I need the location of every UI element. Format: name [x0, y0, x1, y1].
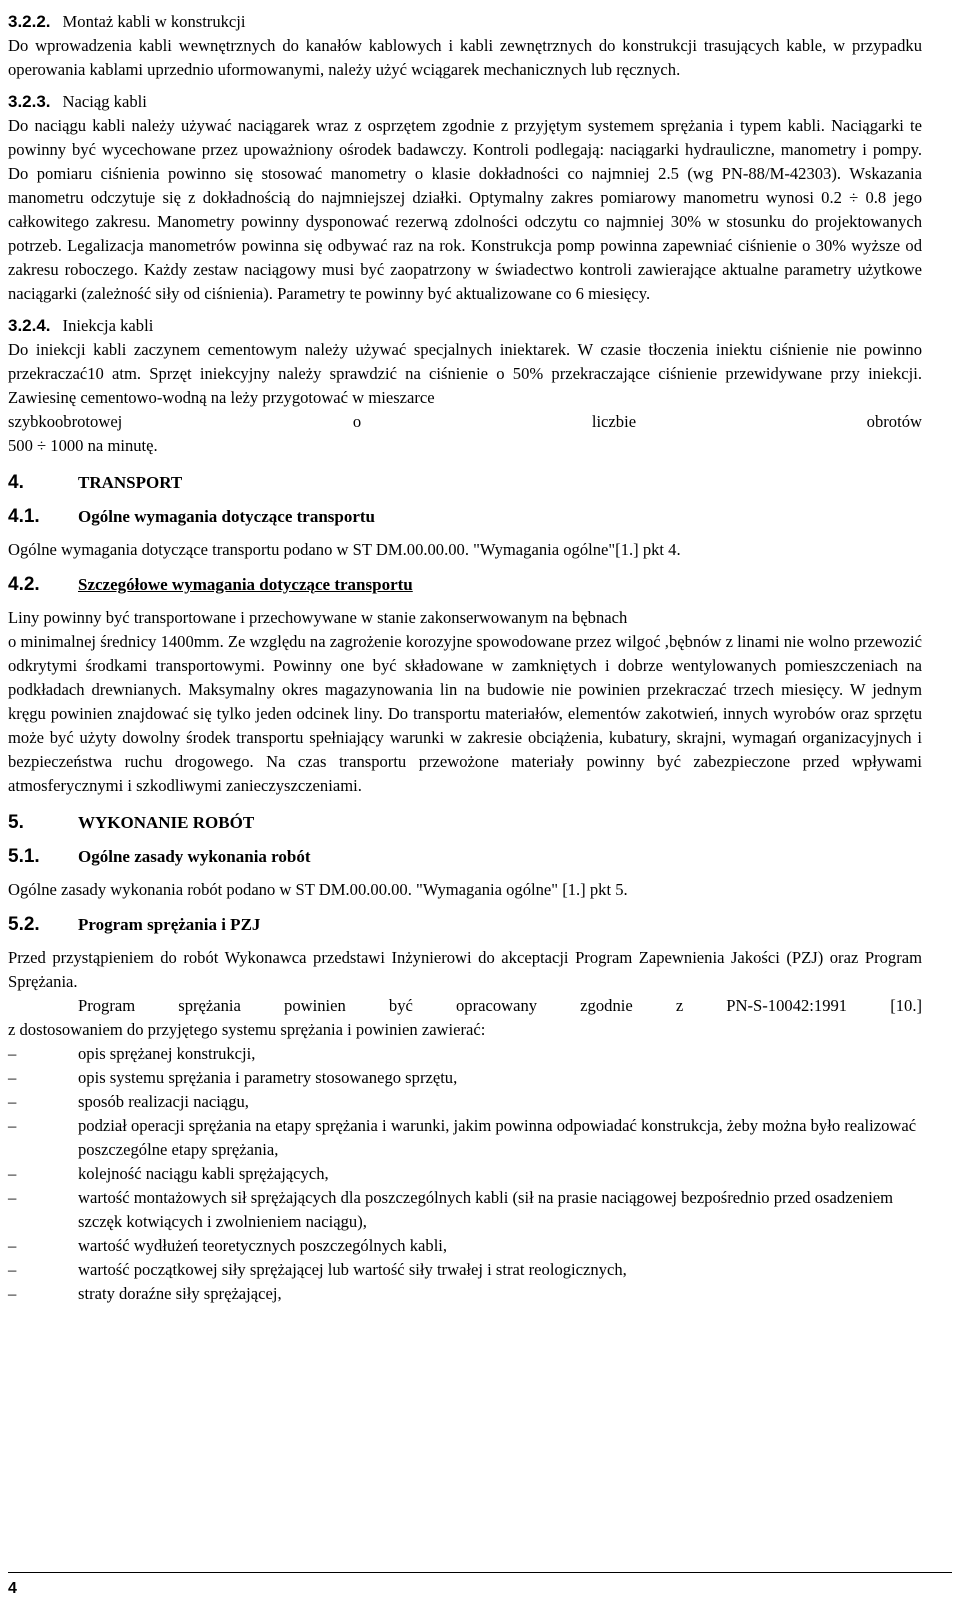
section-4-1-heading — [8, 506, 922, 528]
list-item — [8, 1090, 922, 1114]
section-4-heading — [8, 472, 922, 494]
section-number: 4.2. — [8, 574, 40, 595]
dash-bullet: – — [8, 1284, 17, 1303]
section-3-2-3-heading — [8, 90, 922, 114]
section-4-1-body: Ogólne wymagania dotyczące transportu podano w ST DM.00.00.00. "Wymagania ogólne"[1.] pkt 4. — [8, 540, 681, 559]
list-item-text: opis sprężanej konstrukcji, — [78, 1044, 256, 1063]
section-number: 5. — [8, 812, 24, 833]
section-title: Iniekcja kabli — [62, 316, 154, 335]
list-item-text: kolejność naciągu kabli sprężających, — [78, 1164, 329, 1183]
section-number: 4. — [8, 472, 24, 493]
section-3-2-4-heading — [8, 314, 922, 338]
section-4-2-heading — [8, 574, 922, 596]
section-3-2-2-body: Do wprowadzenia kabli wewnętrznych do kanałów kablowych i kabli zewnętrznych do konstrukcji trasujących kable, w przypadku operowania kablami uprzednio uformowanymi, należy użyć wciągarek mechanicznych lub ręcznych. — [8, 36, 922, 79]
section-3-2-2-heading — [8, 10, 922, 34]
dash-bullet: – — [8, 1188, 17, 1207]
section-5-2-body: Przed przystąpieniem do robót Wykonawca przedstawi Inżynierowi do akceptacji Program Zapewnienia Jakości (PZJ) oraz Program Sprężania. — [8, 948, 922, 991]
list-item-text: wartość początkowej siły sprężającej lub wartość siły trwałej i strat reologicznych, — [78, 1260, 627, 1279]
section-number: 4.1. — [8, 506, 40, 527]
section-number: 3.2.3. — [8, 92, 51, 111]
section-5-heading — [8, 812, 922, 834]
section-title: Montaż kabli w konstrukcji — [62, 12, 246, 31]
section-3-2-4-body-spread: szybkoobrotowej o liczbie obrotów — [8, 412, 922, 431]
list-item-text: sposób realizacji naciągu, — [78, 1092, 249, 1111]
list-item — [8, 1042, 922, 1066]
dash-bullet: – — [8, 1236, 17, 1255]
list-item-text: wartość wydłużeń teoretycznych poszczególnych kabli, — [78, 1236, 448, 1255]
footer-divider — [8, 1572, 952, 1573]
section-4-2-body: o minimalnej średnicy 1400mm. Ze względu na zagrożenie korozyjne spowodowane przez wilgoć ,bębnów z linami nie wolno przewozić odkrytymi środkami transportowymi. Powinny one być składowane w zamkniętych i dobrze wentylowanych pomieszczeniach na podkładach drewnianych. Maksymalny okres magazynowania lin na budowie nie powinien przekraczać trzech miesięcy. W jednym kręgu powinien znajdować się tylko jeden odcinek liny. Do transportu materiałów, elementów zakotwień, innych wyrobów oraz sprzętu może być użyty dowolny środek transportu spełniający warunki w zakresie obciążenia, kubatury, skrajni, wymagań organizacyjnych i bezpieczeństwa ruchu drogowego. Na czas transportu przewożone materiały powinny być zabezpieczone przed wpływami atmosferycznymi i szkodliwymi zanieczyszczeniami. — [8, 632, 922, 795]
section-number: 3.2.4. — [8, 316, 51, 335]
section-number: 5.2. — [8, 914, 40, 935]
list-item-text: wartość montażowych sił sprężających dla poszczególnych kabli (sił na prasie naciągowej bezpośrednio przed osadzeniem szczęk kotwiących i zwolnieniem naciągu), — [78, 1188, 894, 1231]
section-title: WYKONANIE ROBÓT — [78, 813, 255, 832]
section-3-2-4-body-end: 500 ÷ 1000 na minutę. — [8, 436, 158, 455]
program-contents-list — [8, 1042, 922, 1306]
dash-bullet: – — [8, 1044, 17, 1063]
section-5-2-body-spread: Program sprężania powinien być opracowany zgodnie z PN-S-10042:1991 [10.] — [78, 996, 922, 1015]
dash-bullet: – — [8, 1164, 17, 1183]
list-item-text: podział operacji sprężania na etapy sprężania i warunki, jakim powinna odpowiadać konstrukcja, żeby można było realizować poszczególne etapy sprężania, — [78, 1116, 917, 1159]
section-5-2-body-end: z dostosowaniem do przyjętego systemu sprężania i powinien zawierać: — [8, 1020, 486, 1039]
section-3-2-4-body: Do iniekcji kabli zaczynem cementowym należy używać specjalnych iniektarek. W czasie tłoczenia iniektu ciśnienie nie powinno przekraczać10 atm. Sprzęt iniekcyjny należy sprawdzić na ciśnienie o 50% przekraczające ciśnienie przewidywane przy iniekcji. Zawiesinę cementowo-wodną na leży przygotować w mieszarce — [8, 340, 922, 407]
section-title: Naciąg kabli — [62, 92, 147, 111]
list-item — [8, 1186, 922, 1234]
section-title: TRANSPORT — [78, 473, 183, 492]
list-item — [8, 1234, 922, 1258]
document-page — [8, 10, 922, 1306]
section-title: Ogólne zasady wykonania robót — [78, 847, 311, 866]
dash-bullet: – — [8, 1116, 17, 1135]
page-number: 4 — [8, 1580, 17, 1597]
dash-bullet: – — [8, 1068, 17, 1087]
section-title: Ogólne wymagania dotyczące transportu — [78, 507, 376, 526]
section-number: 3.2.2. — [8, 12, 51, 31]
list-item-text: straty doraźne siły sprężającej, — [78, 1284, 282, 1303]
list-item — [8, 1162, 922, 1186]
section-5-1-heading — [8, 846, 922, 868]
section-number: 5.1. — [8, 846, 40, 867]
section-4-2-body-first: Liny powinny być transportowane i przechowywane w stanie zakonserwowanym na bębnach — [8, 608, 628, 627]
dash-bullet: – — [8, 1260, 17, 1279]
list-item — [8, 1282, 922, 1306]
section-title: Szczegółowe wymagania dotyczące transportu — [78, 575, 413, 594]
list-item-text: opis systemu sprężania i parametry stosowanego sprzętu, — [78, 1068, 458, 1087]
section-5-2-heading — [8, 914, 922, 936]
dash-bullet: – — [8, 1092, 17, 1111]
section-title: Program sprężania i PZJ — [78, 915, 261, 934]
section-5-1-body: Ogólne zasady wykonania robót podano w ST DM.00.00.00. "Wymagania ogólne" [1.] pkt 5. — [8, 880, 628, 899]
section-3-2-3-body: Do naciągu kabli należy używać naciągarek wraz z osprzętem zgodnie z przyjętym systemem sprężania i typem kabli. Naciągarki te powinny być wycechowane przez upoważniony ośrodek badawczy. Kontroli podlegają: naciągarki hydrauliczne, manometry i pompy. Do pomiaru ciśnienia powinno się stosować manometry o klasie dokładności co najmniej 2.5 (wg PN-88/M-42303). Wskazania manometru odczytuje się z dokładnością do najmniejszej działki. Optymalny zakres pomiarowy manometru wynosi 0.2 ÷ 0.8 jego całkowitego zakresu. Manometry powinny dysponować rezerwą zdolności odczytu co najmniej 30% w stosunku do projektowanych potrzeb. Legalizacja manometrów powinna się odbywać raz na rok. Konstrukcja pomp powinna zapewniać ciśnienie o 30% wyższe od zakresu roboczego. Każdy zestaw naciągowy musi być zaopatrzony w świadectwo kontroli zawierające aktualne parametry użytkowe naciągarki (zależność siły od ciśnienia). Parametry te powinny być aktualizowane co 6 miesięcy. — [8, 116, 922, 303]
list-item — [8, 1066, 922, 1090]
list-item — [8, 1114, 922, 1162]
list-item — [8, 1258, 922, 1282]
